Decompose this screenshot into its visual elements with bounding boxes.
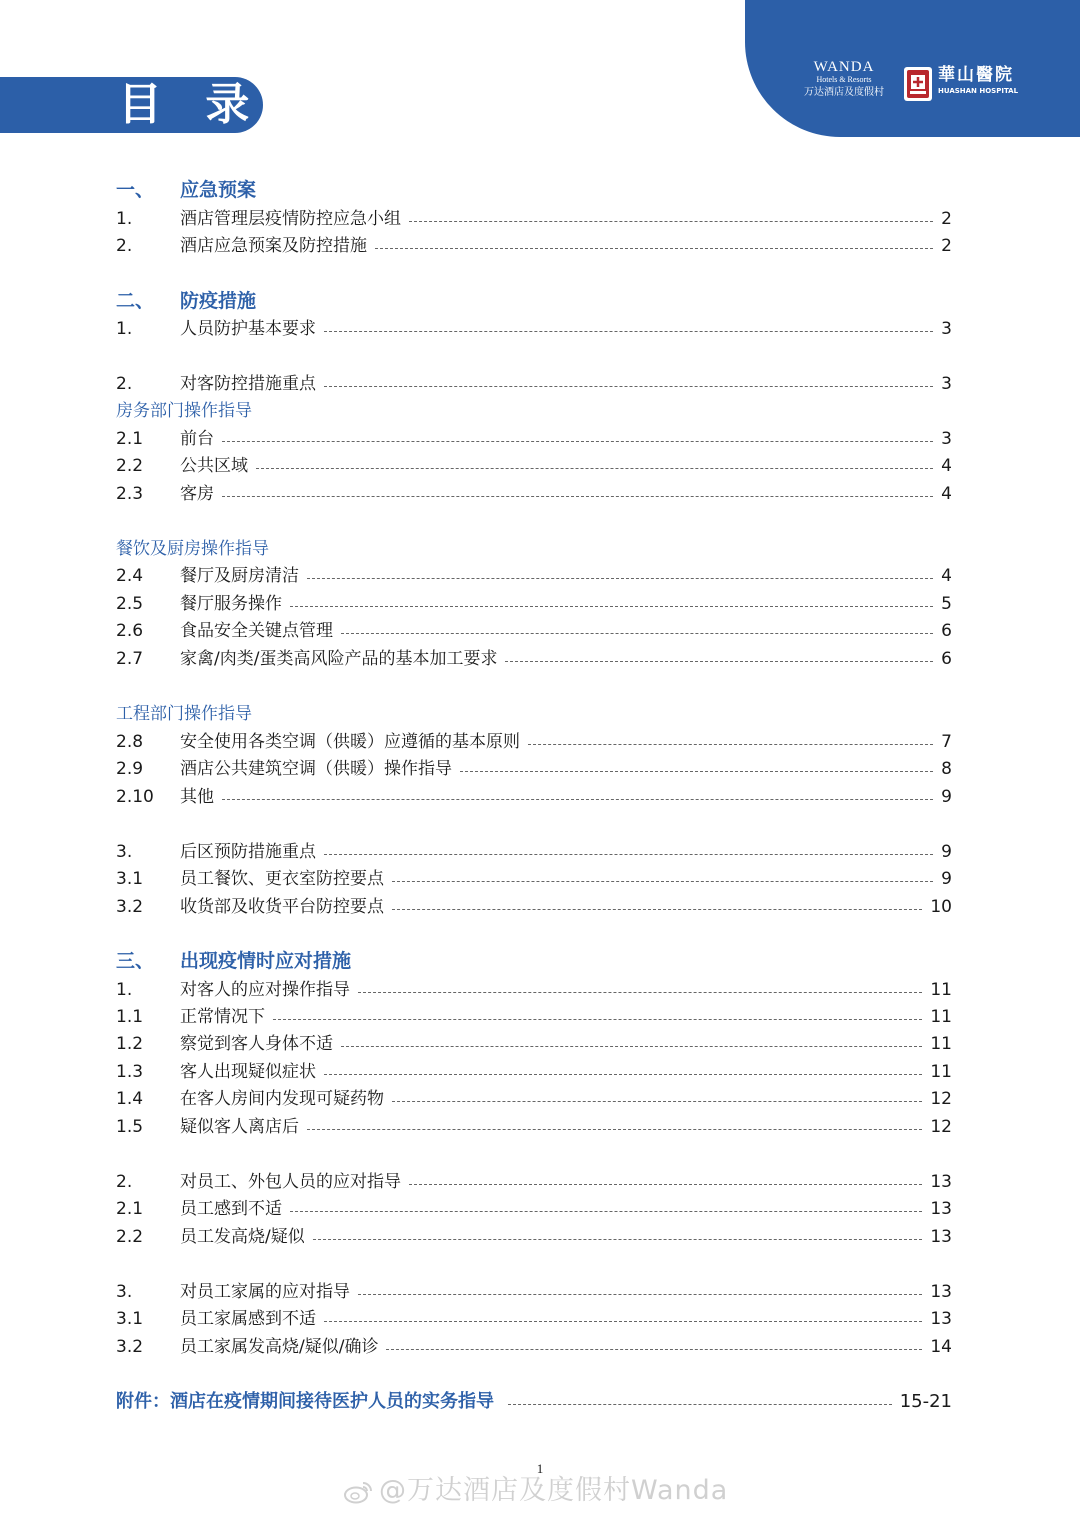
appendix-page: 15-21 — [899, 1391, 952, 1412]
entry-page: 3 — [941, 319, 952, 339]
dot-leader — [409, 221, 933, 222]
dot-leader — [392, 909, 922, 910]
entry-text: 对客防控措施重点 — [180, 374, 316, 394]
dot-leader — [358, 1294, 922, 1295]
entry-text: 餐厅及厨房清洁 — [180, 566, 299, 586]
entry-number: 3.1 — [116, 1309, 144, 1329]
entry-text: 正常情况下 — [180, 1007, 265, 1027]
entry-page: 13 — [930, 1172, 952, 1192]
entry-text: 餐厅服务操作 — [180, 594, 282, 614]
entry-text: 在客人房间内发现可疑药物 — [180, 1089, 384, 1109]
watermark-text: @万达酒店及度假村Wanda — [379, 1475, 729, 1506]
entry-text: 酒店管理层疫情防控应急小组 — [180, 209, 401, 229]
section-number: 三、 — [116, 950, 155, 972]
entry-text: 对员工、外包人员的应对指导 — [180, 1172, 401, 1192]
toc-entry[interactable] — [116, 1225, 952, 1249]
entry-text: 对客人的应对操作指导 — [180, 980, 350, 1000]
dot-leader — [313, 1239, 923, 1240]
entry-page: 3 — [941, 374, 952, 394]
toc-entry[interactable] — [116, 372, 952, 396]
entry-text: 疑似客人离店后 — [180, 1117, 299, 1137]
entry-number: 2.3 — [116, 484, 144, 504]
toc-entry[interactable] — [116, 1307, 952, 1331]
toc-entry[interactable] — [116, 317, 952, 341]
entry-page: 11 — [930, 1007, 952, 1027]
dot-leader — [307, 1129, 922, 1130]
entry-number: 1.1 — [116, 1007, 144, 1027]
section-title: 应急预案 — [180, 179, 257, 201]
dot-leader — [392, 881, 933, 882]
dot-leader — [508, 1404, 892, 1405]
entry-number: 2.8 — [116, 732, 144, 752]
entry-text: 察觉到客人身体不适 — [180, 1034, 333, 1054]
toc-entry[interactable] — [116, 1087, 952, 1111]
wanda-subtitle: Hotels & Resorts — [816, 75, 872, 84]
entry-page: 8 — [941, 759, 952, 779]
entry-number: 1. — [116, 980, 133, 1000]
entry-page: 11 — [930, 1034, 952, 1054]
appendix-title: 附件：酒店在疫情期间接待医护人员的实务指导 — [116, 1391, 494, 1412]
entry-number: 2.6 — [116, 621, 144, 641]
dot-leader — [273, 1019, 922, 1020]
entry-number: 2.2 — [116, 1227, 144, 1247]
section-number: 二、 — [116, 290, 155, 312]
hospital-emblem-icon — [903, 66, 933, 102]
dot-leader — [460, 771, 933, 772]
entry-number: 2.9 — [116, 759, 144, 779]
entry-text: 员工餐饮、更衣室防控要点 — [180, 869, 384, 889]
dot-leader — [324, 331, 933, 332]
entry-page: 2 — [941, 236, 952, 256]
entry-number: 2.5 — [116, 594, 144, 614]
dot-leader — [341, 1046, 922, 1047]
entry-page: 13 — [930, 1309, 952, 1329]
entry-page: 10 — [930, 897, 952, 917]
dot-leader — [375, 248, 933, 249]
dot-leader — [324, 854, 933, 855]
dot-leader — [386, 1349, 922, 1350]
toc-entry[interactable] — [116, 978, 952, 1002]
dot-leader — [324, 386, 933, 387]
entry-text: 人员防护基本要求 — [180, 319, 316, 339]
toc-entry[interactable] — [116, 1005, 952, 1029]
entry-text: 酒店公共建筑空调（供暖）操作指导 — [180, 759, 452, 779]
entry-number: 1.5 — [116, 1117, 144, 1137]
entry-page: 13 — [930, 1282, 952, 1302]
entry-number: 2. — [116, 236, 133, 256]
entry-text: 员工家属感到不适 — [180, 1309, 316, 1329]
entry-number: 2. — [116, 1172, 133, 1192]
dot-leader — [358, 992, 922, 993]
hospital-english-name: HUASHAN HOSPITAL — [938, 87, 1019, 95]
entry-number: 3.2 — [116, 897, 144, 917]
dot-leader — [256, 468, 933, 469]
entry-page: 13 — [930, 1227, 952, 1247]
subsection-heading: 房务部门操作指导 — [116, 401, 252, 421]
entry-number: 2.7 — [116, 649, 144, 669]
section-title: 出现疫情时应对措施 — [180, 950, 352, 972]
hospital-logo — [938, 64, 1018, 96]
toc-entry[interactable] — [116, 867, 952, 891]
dot-leader — [222, 441, 933, 442]
entry-page: 9 — [941, 787, 952, 807]
entry-number: 3.1 — [116, 869, 144, 889]
entry-number: 1.4 — [116, 1089, 144, 1109]
toc-entry[interactable] — [116, 757, 952, 781]
entry-text: 客房 — [180, 484, 214, 504]
entry-number: 2.2 — [116, 456, 144, 476]
entry-number: 2.1 — [116, 429, 144, 449]
dot-leader — [222, 799, 933, 800]
toc-entry[interactable] — [116, 1115, 952, 1139]
entry-page: 6 — [941, 621, 952, 641]
entry-text: 家禽/肉类/蛋类高风险产品的基本加工要求 — [180, 649, 498, 669]
page-title: 目 录 — [118, 79, 264, 130]
subsection-heading: 工程部门操作指导 — [116, 704, 252, 724]
watermark — [343, 1468, 728, 1507]
entry-page: 4 — [941, 456, 952, 476]
entry-text: 员工发高烧/疑似 — [180, 1227, 305, 1247]
toc-entry[interactable] — [116, 207, 952, 231]
toc-entry[interactable] — [116, 427, 952, 451]
entry-text: 公共区域 — [180, 456, 248, 476]
entry-text: 其他 — [180, 787, 214, 807]
toc-entry[interactable] — [116, 647, 952, 671]
entry-page: 7 — [941, 732, 952, 752]
toc-entry[interactable] — [116, 592, 952, 616]
entry-page: 12 — [930, 1089, 952, 1109]
entry-text: 酒店应急预案及防控措施 — [180, 236, 367, 256]
entry-page: 9 — [941, 869, 952, 889]
entry-number: 2.4 — [116, 566, 144, 586]
dot-leader — [392, 1101, 922, 1102]
dot-leader — [290, 1211, 922, 1212]
appendix-entry[interactable] — [116, 1389, 952, 1415]
entry-page: 9 — [941, 842, 952, 862]
toc-entry[interactable] — [116, 730, 952, 754]
toc-entry[interactable] — [116, 1197, 952, 1221]
subsection-heading: 餐饮及厨房操作指导 — [116, 539, 269, 559]
dot-leader — [324, 1074, 922, 1075]
toc-entry[interactable] — [116, 1170, 952, 1194]
entry-text: 食品安全关键点管理 — [180, 621, 333, 641]
toc-entry[interactable] — [116, 840, 952, 864]
dot-leader — [409, 1184, 922, 1185]
entry-text: 收货部及收货平台防控要点 — [180, 897, 384, 917]
toc-entry[interactable] — [116, 564, 952, 588]
page-number: 1 — [536, 1461, 544, 1476]
section-title: 防疫措施 — [180, 290, 257, 312]
entry-page: 13 — [930, 1199, 952, 1219]
entry-text: 对员工家属的应对指导 — [180, 1282, 350, 1302]
dot-leader — [307, 578, 933, 579]
entry-page: 3 — [941, 429, 952, 449]
dot-leader — [222, 496, 933, 497]
entry-number: 1. — [116, 319, 133, 339]
entry-page: 11 — [930, 1062, 952, 1082]
toc-entry[interactable] — [116, 1280, 952, 1304]
entry-text: 员工感到不适 — [180, 1199, 282, 1219]
entry-number: 1.3 — [116, 1062, 144, 1082]
entry-text: 后区预防措施重点 — [180, 842, 316, 862]
entry-number: 2. — [116, 374, 133, 394]
dot-leader — [528, 744, 933, 745]
entry-text: 安全使用各类空调（供暖）应遵循的基本原则 — [180, 732, 520, 752]
entry-page: 12 — [930, 1117, 952, 1137]
toc-entry[interactable] — [116, 1335, 952, 1359]
wanda-logo — [792, 60, 896, 100]
toc-entry[interactable] — [116, 482, 952, 506]
toc-entry[interactable] — [116, 895, 952, 919]
wanda-chinese-name: 万达酒店及度假村 — [804, 87, 884, 98]
dot-leader — [505, 661, 933, 662]
entry-text: 客人出现疑似症状 — [180, 1062, 316, 1082]
section-number: 一、 — [116, 179, 155, 201]
entry-page: 6 — [941, 649, 952, 669]
toc-entry[interactable] — [116, 454, 952, 478]
toc-entry[interactable] — [116, 1060, 952, 1084]
entry-text: 员工家属发高烧/疑似/确诊 — [180, 1337, 379, 1357]
entry-number: 3.2 — [116, 1337, 144, 1357]
entry-page: 4 — [941, 484, 952, 504]
toc-entry[interactable] — [116, 619, 952, 643]
dot-leader — [324, 1321, 922, 1322]
wanda-brand: WANDA — [813, 59, 875, 75]
entry-number: 2.10 — [116, 787, 154, 807]
entry-page: 2 — [941, 209, 952, 229]
dot-leader — [290, 606, 933, 607]
entry-page: 4 — [941, 566, 952, 586]
entry-page: 14 — [930, 1337, 952, 1357]
toc-entry[interactable] — [116, 785, 952, 809]
toc-entry[interactable] — [116, 234, 952, 258]
weibo-icon — [343, 1480, 373, 1504]
dot-leader — [341, 633, 933, 634]
entry-number: 2.1 — [116, 1199, 144, 1219]
entry-number: 3. — [116, 1282, 133, 1302]
toc-entry[interactable] — [116, 1032, 952, 1056]
entry-page: 11 — [930, 980, 952, 1000]
entry-text: 前台 — [180, 429, 214, 449]
entry-number: 3. — [116, 842, 133, 862]
hospital-chinese-name: 華山醫院 — [938, 65, 1014, 85]
entry-number: 1. — [116, 209, 133, 229]
entry-number: 1.2 — [116, 1034, 144, 1054]
entry-page: 5 — [941, 594, 952, 614]
